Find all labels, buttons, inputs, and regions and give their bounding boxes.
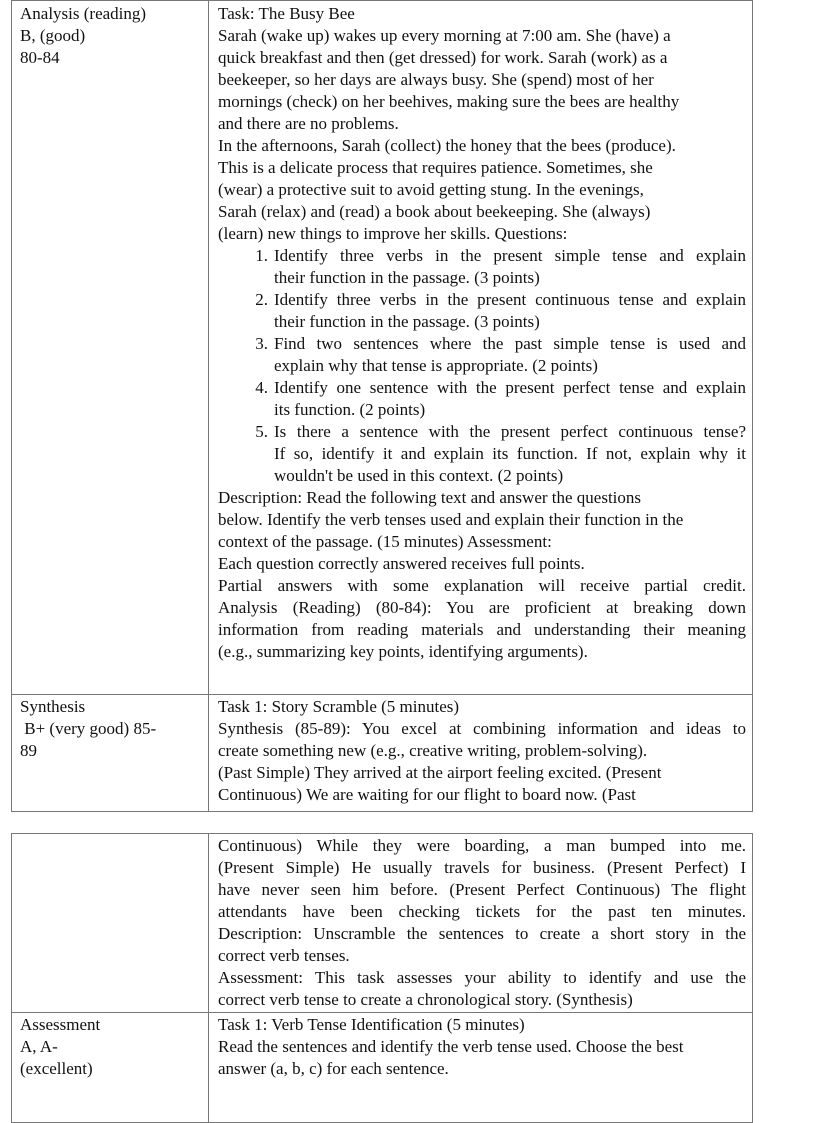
task-line: (Past Simple) They arrived at the airport feeling excited. (Present: [218, 763, 662, 782]
level-grade: B, (good): [20, 26, 86, 45]
assessment-line: correct verb tense to create a chronological story. (Synthesis): [218, 990, 633, 1009]
description-line: correct verb tenses.: [218, 946, 350, 965]
task-line: have never seen him before. (Present Perfect Continuous) The flight: [218, 880, 746, 899]
task-title: Task: The Busy Bee: [218, 4, 355, 23]
table-1-column-divider: [208, 0, 209, 812]
task-line: attendants have been checking tickets for the past ten minutes.: [218, 902, 746, 921]
passage-line: beekeeper, so her days are always busy. She (spend) most of her: [218, 70, 654, 89]
question-line: their function in the passage. (3 points): [274, 312, 540, 331]
assessment-line: Assessment: This task assesses your ability to identify and use the: [218, 968, 746, 987]
level-grade: A, A-: [20, 1037, 58, 1056]
table-2-column-divider: [208, 833, 209, 1123]
passage-line: quick breakfast and then (get dressed) for work. Sarah (work) as a: [218, 48, 668, 67]
question-number: 2.: [255, 290, 268, 309]
task-cell-story-scramble: [218, 696, 746, 806]
passage-line: This is a delicate process that requires patience. Sometimes, she: [218, 158, 653, 177]
question-number: 5.: [255, 422, 268, 441]
question-line: their function in the passage. (3 points): [274, 268, 540, 287]
question-item: [218, 377, 746, 421]
level-cell-synthesis: [20, 696, 204, 762]
passage-line: In the afternoons, Sarah (collect) the honey that the bees (produce).: [218, 136, 676, 155]
analysis-line: information from reading materials and understanding their meaning: [218, 620, 746, 639]
question-line: Find two sentences where the past simple tense is used and: [274, 334, 746, 353]
task-line: create something new (e.g., creative writing, problem-solving).: [218, 741, 648, 760]
level-cell-assessment: [20, 1014, 204, 1080]
question-item: [218, 333, 746, 377]
question-line: If so, identify it and explain its function. If not, explain why it: [274, 444, 746, 463]
level-range: (excellent): [20, 1059, 93, 1078]
question-line: Identify three verbs in the present simple tense and explain: [274, 246, 746, 265]
question-number: 1.: [255, 246, 268, 265]
assessment-line: Each question correctly answered receives full points.: [218, 554, 585, 573]
question-line: Identify three verbs in the present continuous tense and explain: [274, 290, 746, 309]
question-line: its function. (2 points): [274, 400, 426, 419]
task-title: Task 1: Verb Tense Identification (5 minutes): [218, 1015, 525, 1034]
question-line: wouldn't be used in this context. (2 points): [274, 466, 564, 485]
task-cell-busy-bee: [218, 3, 746, 663]
level-range: 89: [20, 741, 37, 760]
passage-line: (wear) a protective suit to avoid getting stung. In the evenings,: [218, 180, 644, 199]
level-name: Assessment: [20, 1015, 101, 1034]
passage-line: Sarah (wake up) wakes up every morning at 7:00 am. She (have) a: [218, 26, 671, 45]
task-line: Continuous) We are waiting for our flight to board now. (Past: [218, 785, 636, 804]
passage-line: Sarah (relax) and (read) a book about beekeeping. She (always): [218, 202, 651, 221]
question-item: [218, 289, 746, 333]
question-line: Identify one sentence with the present perfect tense and explain: [274, 378, 746, 397]
passage-line: and there are no problems.: [218, 114, 399, 133]
question-number: 4.: [255, 378, 268, 397]
task-line: (Present Simple) He usually travels for business. (Present Perfect) I: [218, 858, 746, 877]
description-line: Description: Read the following text and answer the questions: [218, 488, 642, 507]
question-item: [218, 245, 746, 289]
task-line: Read the sentences and identify the verb tense used. Choose the best: [218, 1037, 684, 1056]
table-2-row-divider: [11, 1012, 753, 1013]
description-line: context of the passage. (15 minutes) Assessment:: [218, 532, 552, 551]
task-line: answer (a, b, c) for each sentence.: [218, 1059, 449, 1078]
description-line: Description: Unscramble the sentences to create a short story in the: [218, 924, 746, 943]
level-cell-analysis: [20, 3, 204, 69]
assessment-line: Partial answers with some explanation will receive partial credit.: [218, 576, 746, 595]
task-title: Task 1: Story Scramble (5 minutes): [218, 697, 460, 716]
analysis-line: Analysis (Reading) (80-84): You are proficient at breaking down: [218, 598, 746, 617]
question-item: [218, 421, 746, 487]
level-name: Synthesis: [20, 697, 86, 716]
level-name: Analysis (reading): [20, 4, 147, 23]
task-cell-story-scramble-continued: [218, 835, 746, 1011]
analysis-line: (e.g., summarizing key points, identifying arguments).: [218, 642, 588, 661]
level-range: 80-84: [20, 48, 60, 67]
question-number: 3.: [255, 334, 268, 353]
passage-line: mornings (check) on her beehives, making sure the bees are healthy: [218, 92, 680, 111]
level-grade: B+ (very good) 85-: [20, 719, 157, 738]
question-line: explain why that tense is appropriate. (2 points): [274, 356, 598, 375]
question-line: Is there a sentence with the present perfect continuous tense?: [274, 422, 746, 441]
passage-line: (learn) new things to improve her skills. Questions:: [218, 224, 568, 243]
description-line: below. Identify the verb tenses used and explain their function in the: [218, 510, 684, 529]
task-line: Synthesis (85-89): You excel at combining information and ideas to: [218, 719, 746, 738]
table-1-row-divider: [11, 694, 753, 695]
task-line: Continuous) While they were boarding, a man bumped into me.: [218, 836, 746, 855]
questions-list: [218, 245, 746, 487]
task-cell-verb-tense-identification: [218, 1014, 746, 1080]
